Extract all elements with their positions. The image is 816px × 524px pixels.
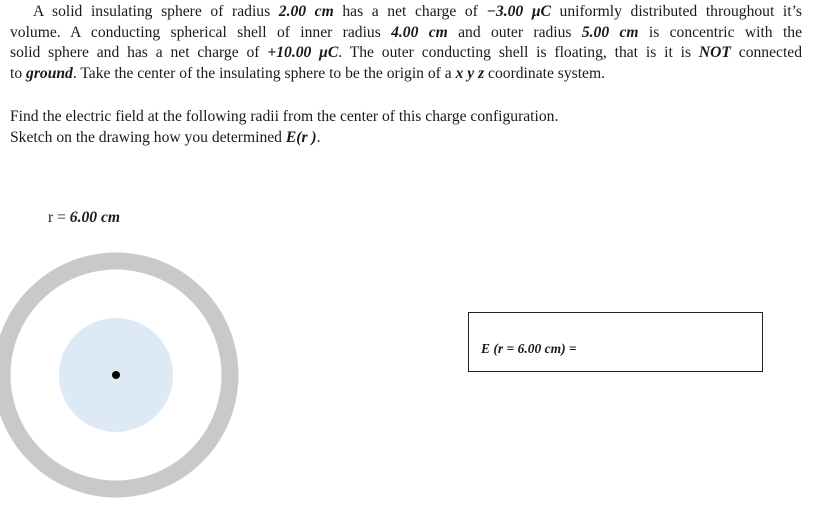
instruction-line-2 [10, 128, 802, 149]
axes-label: x y z [455, 64, 485, 82]
text-run: and outer radius [447, 23, 582, 41]
text-run: solid sphere and has a net charge of [10, 44, 268, 61]
shell-charge: +10.00 μC [267, 44, 339, 61]
text-run: A solid insulating sphere of radius [33, 3, 279, 20]
radius-value: 6.00 cm [69, 209, 121, 226]
problem-line-2 [10, 23, 802, 44]
text-run: has a net charge of [333, 3, 487, 20]
text-run: is concentric with the [638, 23, 802, 41]
instructions [10, 107, 802, 148]
text-run: to [10, 64, 27, 82]
problem-line-3 [10, 43, 802, 64]
text-run: . The outer conducting shell is floating, that is it is [338, 44, 699, 61]
answer-box[interactable] [468, 312, 763, 372]
problem-line-1 [10, 2, 802, 23]
text-run: . Take the center of the insulating sphere to be the origin of a [72, 64, 456, 82]
emphasis-ground: ground [26, 64, 73, 82]
problem-line-4 [10, 64, 802, 85]
sphere-charge: −3.00 μC [486, 3, 551, 20]
text-run: coordinate system. [484, 64, 605, 82]
charge-configuration-figure [0, 243, 260, 524]
answer-label: E (r = 6.00 cm) = [481, 341, 577, 356]
text-run: volume. A conducting spherical shell of inner radius [10, 23, 392, 41]
radius-prefix: r = [48, 209, 70, 226]
shell-outer-radius: 5.00 cm [581, 23, 639, 41]
radius-label [48, 209, 120, 227]
instruction-line-1: Find the electric field at the following radii from the center of this charge configuration. [10, 108, 559, 125]
shell-inner-radius: 4.00 cm [391, 23, 448, 41]
text-run: . [316, 128, 321, 146]
emphasis-not: NOT [698, 44, 731, 61]
sphere-radius: 2.00 cm [278, 3, 334, 20]
problem-statement [10, 2, 802, 84]
center-point [112, 371, 120, 379]
text-run: uniformly distributed throughout it’s [550, 3, 802, 20]
field-symbol: E(r ) [285, 128, 317, 146]
text-run: Sketch on the drawing how you determined [10, 128, 286, 146]
text-run: connected [730, 44, 802, 61]
